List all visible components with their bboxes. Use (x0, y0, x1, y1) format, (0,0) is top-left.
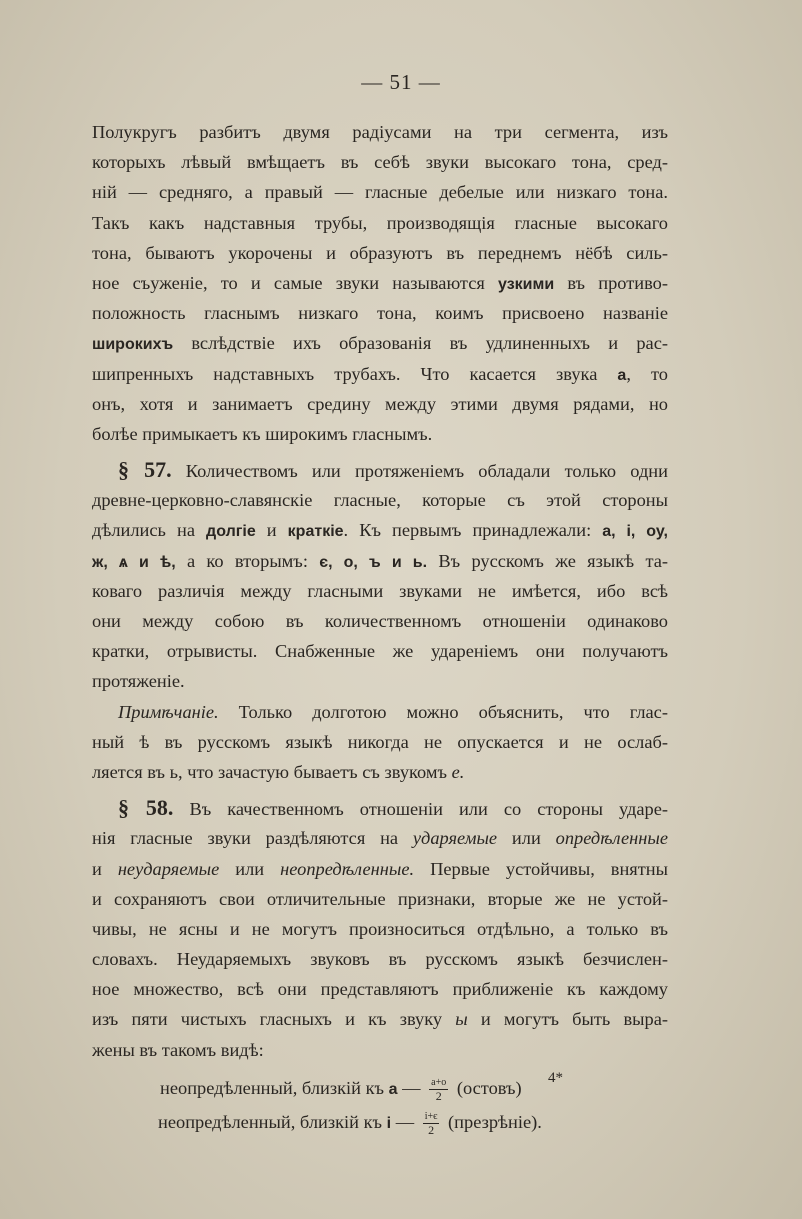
text-fragment: и (92, 858, 102, 879)
text-fragment: а ко вторымъ: (186, 550, 308, 571)
text-line: протяженiе. (92, 671, 185, 692)
note-label: Примѣчанiе. (118, 701, 219, 722)
term-kratkie: краткiе (287, 523, 344, 541)
term-uzkimi: узкими (498, 275, 555, 293)
text-fragment: Первые устойчивы, внятны (430, 858, 668, 879)
text-fragment: Только долготою можно объяснить, что глас- (238, 701, 668, 722)
text-fragment: Въ качественномъ отношенiи или со стороны ударе- (189, 799, 668, 820)
term-udaryaemye: ударяемые (412, 828, 498, 849)
body-text (92, 117, 668, 1139)
text-line: древне-церковно-славянскiе гласные, которые съ этой стороны (92, 490, 668, 511)
text-line (92, 268, 668, 298)
text-fragment: вслѣдствiе ихъ образованiя въ удлиненныхъ и рас- (191, 333, 668, 354)
fraction (429, 1077, 448, 1102)
text-fragment: дѣлились на (92, 520, 195, 541)
italic-letter: е. (451, 761, 465, 782)
term-dolgie: долгiе (206, 523, 256, 541)
text-line: которыхъ лѣвый вмѣщаетъ въ себѣ звуки высокаго тона, сред- (92, 152, 668, 173)
text-fragment: Количествомъ или протяженiемъ обладали только одни (185, 461, 668, 482)
text-line: ное множество, всѣ они представляютъ приближенiе къ каждому (92, 979, 668, 1000)
text-line: жены въ такомъ видѣ: (92, 1039, 264, 1060)
formula-letter: а (388, 1080, 398, 1098)
term-neudaryaemye: неударяемые (117, 858, 220, 879)
text-line: коваго различiя между гласными звуками не имѣется, ибо всѣ (92, 580, 668, 601)
text-fragment: въ противо- (567, 272, 668, 293)
formula-dash: — (395, 1111, 415, 1132)
formula-text: неопредѣленный, близкiй къ (158, 1111, 383, 1132)
text-line: положность гласнымъ низкаго тона, коимъ присвоено названiе (92, 303, 668, 324)
formula-text: неопредѣленный, близкiй къ (160, 1077, 385, 1098)
formula-dash: — (402, 1077, 421, 1098)
letter-a: а (617, 366, 627, 384)
text-fragment: . Къ первымъ принадлежали: (343, 520, 592, 541)
italic-letter: ы (455, 1009, 468, 1030)
text-line (92, 546, 668, 576)
fraction-denominator: 2 (428, 1123, 435, 1138)
note-line (92, 697, 668, 727)
text-line (92, 823, 668, 853)
fraction-numerator: а+о (431, 1077, 447, 1089)
text-line: словахъ. Неударяемыхъ звуковъ въ русскомъ языкѣ безчислен- (92, 949, 668, 970)
section-57-number: § 57. (118, 457, 172, 483)
text-line: онъ, хотя и занимаетъ средину между этими двумя рядами, но (92, 393, 668, 414)
text-line: Такъ какъ надставныя трубы, производящiя гласные высокаго (92, 212, 668, 233)
section-57-line (92, 455, 668, 485)
text-line (92, 359, 668, 389)
text-fragment: шипренныхъ надставныхъ трубахъ. Что касается звука (92, 363, 598, 384)
text-fragment: ляется въ ь, что зачастую бываетъ съ звукомъ (92, 761, 448, 782)
text-line (92, 854, 668, 884)
text-line: ный ѣ въ русскомъ языкѣ никогда не опускается и не ослаб- (92, 731, 668, 752)
term-neopredelennye: неопредѣленные. (280, 858, 415, 879)
fraction-denominator: 2 (435, 1089, 442, 1104)
text-line: и сохраняютъ свои отличительные признаки, вторые же не устой- (92, 888, 668, 909)
page-number: — 51 — (361, 70, 441, 94)
text-fragment: нiя гласные звуки раздѣляются на (92, 828, 399, 849)
text-line: болѣе примыкаетъ къ широкимъ гласнымъ. (92, 423, 433, 444)
text-fragment: или (511, 828, 541, 849)
formula-line (92, 1071, 668, 1105)
text-line: нiй — средняго, а правый — гласные дебелые или низкаго тона. (92, 182, 668, 203)
text-fragment: Въ русскомъ же языкѣ та- (438, 550, 668, 571)
text-line: кратки, отрывисты. Снабженные же ударенiемъ они получаютъ (92, 641, 668, 662)
letters-short: є, о, ъ и ь. (319, 553, 428, 571)
text-line (92, 757, 668, 787)
text-fragment: ное съуженiе, то и самые звуки называются (92, 272, 485, 293)
text-line (92, 1004, 668, 1034)
text-fragment: и могутъ быть выра- (480, 1009, 668, 1030)
text-line (92, 515, 668, 545)
fraction (423, 1111, 440, 1136)
text-line: Полукругъ разбитъ двумя радiусами на три сегмента, изъ (92, 122, 668, 142)
fraction-numerator: і+є (424, 1111, 438, 1123)
formula-line (92, 1105, 668, 1139)
text-fragment: и (266, 520, 277, 541)
text-fragment: или (235, 858, 265, 879)
text-line: чивы, не ясны и не могутъ произноситься отдѣльно, а только въ (92, 918, 668, 939)
text-fragment: , то (626, 363, 668, 384)
term-shirokikh: широкихъ (92, 336, 174, 354)
formula-letter: і (386, 1114, 392, 1132)
letters-long: а, і, оу, (602, 523, 668, 541)
signature-mark: 4* (548, 1070, 563, 1086)
letters-long: ж, ѧ и ѣ, (92, 553, 176, 571)
formula-word: (презрѣнiе). (448, 1111, 542, 1132)
text-fragment: изъ пяти чистыхъ гласныхъ и къ звуку (92, 1009, 443, 1030)
section-58-line (92, 793, 668, 823)
text-line: тона, бываютъ укорочены и образуютъ въ переднемъ нёбѣ силь- (92, 242, 668, 263)
formula-word: (остовъ) (456, 1077, 522, 1098)
section-58-number: § 58. (118, 795, 174, 821)
term-opredelennye: опредѣленные (555, 828, 668, 849)
text-line (92, 328, 668, 358)
text-line: они между собою въ количественномъ отношенiи одинаково (92, 611, 668, 631)
